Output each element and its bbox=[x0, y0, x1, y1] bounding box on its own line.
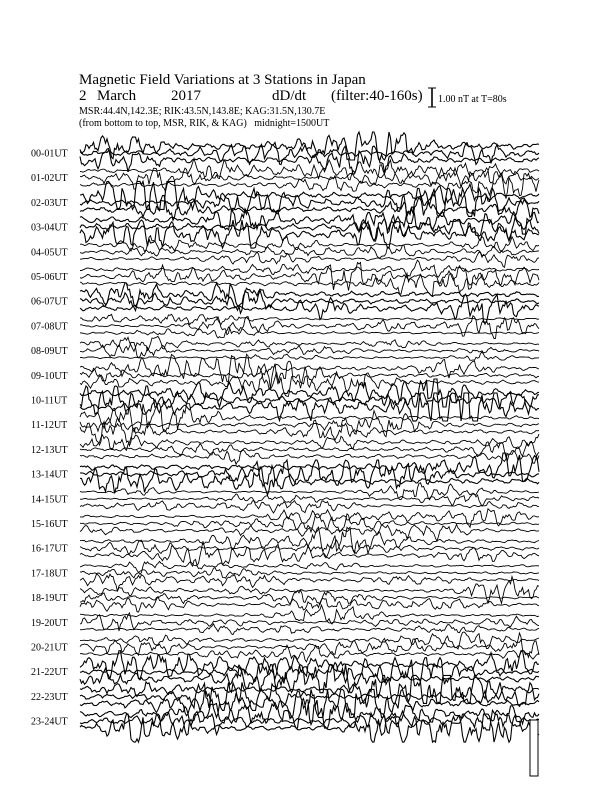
hour-row bbox=[31, 260, 539, 295]
date-year: 2017 bbox=[171, 88, 201, 104]
end-marker-rect bbox=[530, 720, 538, 776]
hour-label: 11-12UT bbox=[31, 420, 68, 432]
trace-rik bbox=[80, 342, 539, 358]
chart-title: Magnetic Field Variations at 3 Stations in Japan bbox=[79, 72, 366, 88]
trace-rik bbox=[80, 568, 539, 579]
hour-row bbox=[31, 336, 539, 360]
trace-rik bbox=[80, 263, 539, 291]
hour-row bbox=[31, 605, 539, 635]
scale-bar bbox=[428, 88, 436, 107]
hour-row bbox=[31, 158, 539, 198]
hour-label: 09-10UT bbox=[31, 370, 68, 382]
hour-label: 08-09UT bbox=[31, 346, 68, 358]
trace-kag bbox=[80, 207, 539, 234]
trace-msr bbox=[80, 574, 539, 592]
hour-label: 05-06UT bbox=[31, 272, 68, 283]
hour-label: 23-24UT bbox=[31, 716, 68, 728]
hour-label: 04-05UT bbox=[31, 247, 68, 259]
trace-msr bbox=[80, 624, 539, 635]
hour-rows bbox=[31, 132, 539, 742]
hour-label: 07-08UT bbox=[31, 321, 68, 333]
trace-kag bbox=[80, 236, 539, 252]
trace-msr bbox=[80, 597, 539, 613]
hour-label: 12-13UT bbox=[31, 444, 68, 456]
hour-label: 13-14UT bbox=[31, 469, 68, 481]
trace-rik bbox=[80, 143, 539, 165]
trace-msr bbox=[80, 450, 539, 464]
date-month: March bbox=[97, 88, 137, 104]
hour-label: 18-19UT bbox=[31, 593, 68, 605]
trace-msr bbox=[80, 327, 539, 338]
trace-msr bbox=[80, 467, 539, 495]
trace-rik bbox=[80, 682, 539, 710]
trace-kag bbox=[80, 577, 539, 604]
hour-row bbox=[31, 379, 539, 421]
trace-rik bbox=[80, 188, 539, 216]
quantity-label: dD/dt bbox=[272, 88, 307, 104]
hour-row bbox=[31, 314, 539, 338]
trace-kag bbox=[80, 260, 539, 277]
hour-label: 14-15UT bbox=[31, 494, 68, 506]
hour-row bbox=[31, 483, 539, 513]
hour-label: 10-11UT bbox=[31, 395, 68, 407]
hour-label: 21-22UT bbox=[31, 667, 68, 679]
trace-rik bbox=[80, 441, 539, 460]
hour-row bbox=[31, 651, 539, 693]
hour-row bbox=[31, 453, 539, 495]
trace-rik bbox=[80, 514, 539, 532]
hour-row bbox=[31, 434, 539, 464]
hour-row bbox=[31, 700, 539, 742]
hour-row bbox=[31, 207, 539, 248]
hour-label: 00-01UT bbox=[31, 148, 68, 160]
trace-kag bbox=[80, 336, 539, 351]
scale-label: 1.00 nT at T=80s bbox=[438, 94, 507, 105]
trace-msr bbox=[80, 501, 539, 513]
trace-msr bbox=[80, 273, 539, 295]
filter-label: (filter:40-160s) bbox=[331, 88, 423, 104]
trace-msr bbox=[80, 252, 539, 267]
hour-label: 06-07UT bbox=[31, 296, 68, 308]
date-day: 2 bbox=[79, 88, 87, 104]
hour-label: 22-23UT bbox=[31, 691, 68, 703]
hour-label: 19-20UT bbox=[31, 617, 68, 629]
hour-label: 02-03UT bbox=[31, 197, 68, 209]
hour-label: 01-02UT bbox=[31, 173, 68, 185]
trace-kag bbox=[80, 605, 539, 624]
hour-row bbox=[31, 236, 539, 268]
end-marker bbox=[530, 720, 538, 776]
midnight-note: midnight=1500UT bbox=[254, 118, 330, 129]
trace-kag bbox=[80, 632, 539, 649]
hour-label: 03-04UT bbox=[31, 222, 68, 234]
hour-label: 15-16UT bbox=[31, 519, 68, 530]
order-note: (from bottom to top, MSR, RIK, & KAG) bbox=[79, 118, 247, 129]
hour-row bbox=[31, 181, 539, 223]
hour-row bbox=[31, 577, 539, 613]
hour-label: 16-17UT bbox=[31, 543, 68, 555]
hour-row bbox=[31, 509, 539, 541]
stations-line: MSR:44.4N,142.3E; RIK:43.5N,143.8E; KAG:31.5N,130.7E bbox=[79, 106, 326, 117]
trace-rik bbox=[80, 165, 539, 192]
hour-row bbox=[31, 561, 539, 591]
trace-msr bbox=[80, 541, 539, 566]
hour-label: 20-21UT bbox=[31, 642, 68, 654]
hour-label: 17-18UT bbox=[31, 568, 68, 580]
